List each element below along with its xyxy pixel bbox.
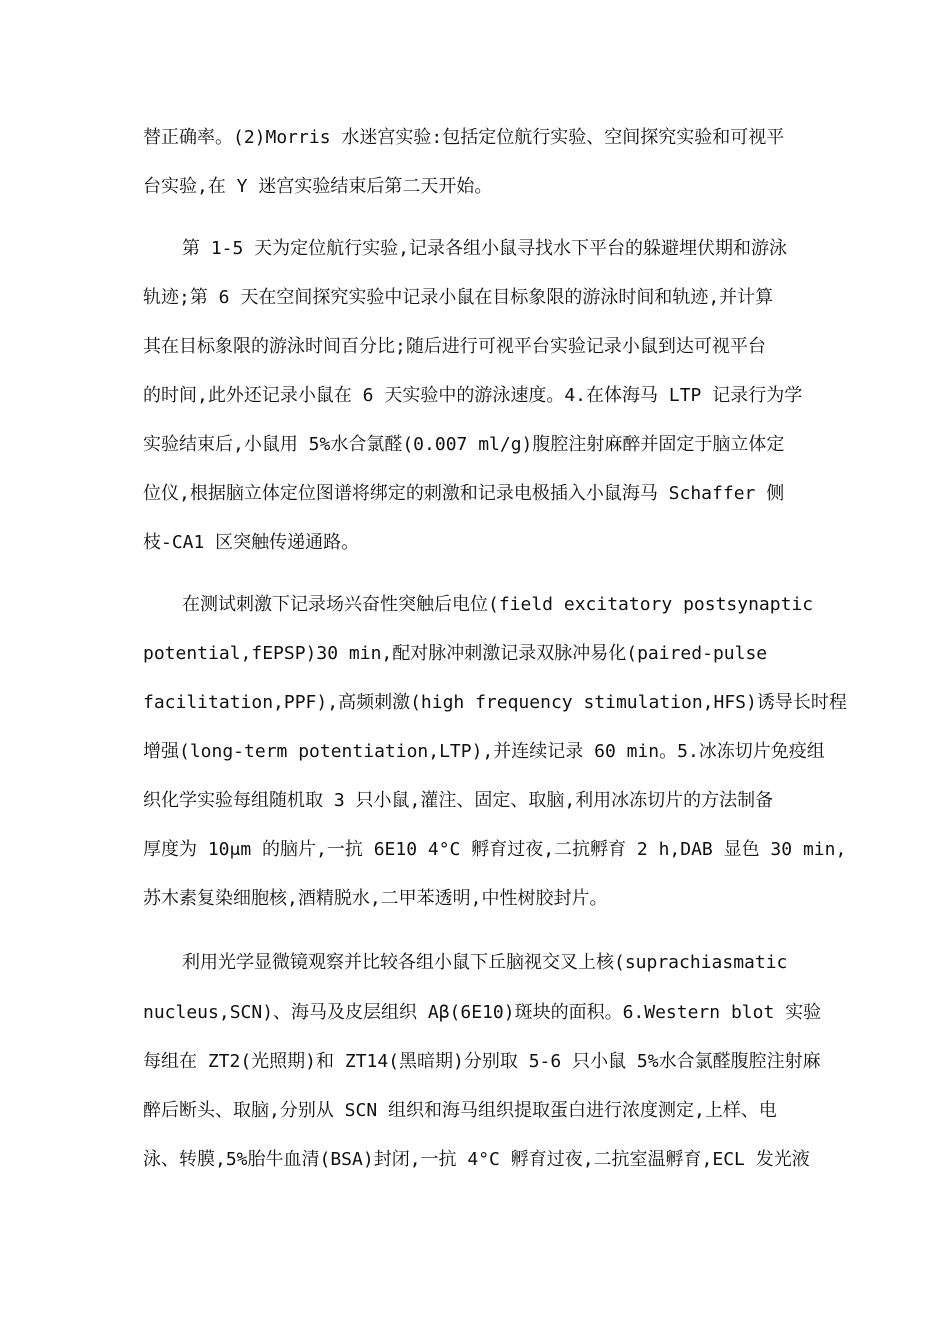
paragraph-3-line-3: facilitation,PPF),高频刺激(high frequency stimulation,HFS)诱导长时程 [143, 692, 847, 713]
paragraph-3-line-2: potential,fEPSP)30 min,配对脉冲刺激记录双脉冲易化(paired-pulse [143, 643, 768, 664]
paragraph-3-line-6: 厚度为 10μm 的脑片,一抗 6E10 4°C 孵育过夜,二抗孵育 2 h,DAB 显色 30 min, [143, 839, 847, 860]
paragraph-2-line-5: 实验结束后,小鼠用 5%水合氯醛(0.007 ml/g)腹腔注射麻醉并固定于脑立体定 [143, 434, 785, 455]
paragraph-2-line-1: 第 1-5 天为定位航行实验,记录各组小鼠寻找水下平台的躲避埋伏期和游泳 [182, 238, 788, 259]
paragraph-2-line-4: 的时间,此外还记录小鼠在 6 天实验中的游泳速度。4.在体海马 LTP 记录行为学 [143, 385, 803, 406]
paragraph-4-line-3: 每组在 ZT2(光照期)和 ZT14(黑暗期)分别取 5-6 只小鼠 5%水合氯醛腹腔注射麻 [143, 1051, 821, 1072]
paragraph-4-line-2: nucleus,SCN)、海马及皮层组织 Aβ(6E10)斑块的面积。6.Western blot 实验 [143, 1002, 822, 1023]
paragraph-2-line-6: 位仪,根据脑立体定位图谱将绑定的刺激和记录电极插入小鼠海马 Schaffer 侧 [143, 483, 785, 504]
paragraph-2-line-2: 轨迹;第 6 天在空间探究实验中记录小鼠在目标象限的游泳时间和轨迹,并计算 [143, 287, 774, 308]
paragraph-2-line-7: 枝-CA1 区突触传递通路。 [143, 532, 360, 553]
paragraph-4-line-1: 利用光学显微镜观察并比较各组小鼠下丘脑视交叉上核(suprachiasmatic [182, 952, 788, 973]
paragraph-3-line-7: 苏木素复染细胞核,酒精脱水,二甲苯透明,中性树胶封片。 [143, 888, 608, 909]
paragraph-2-line-3: 其在目标象限的游泳时间百分比;随后进行可视平台实验记录小鼠到达可视平台 [143, 336, 766, 357]
paragraph-3-line-5: 织化学实验每组随机取 3 只小鼠,灌注、固定、取脑,利用冰冻切片的方法制备 [143, 790, 774, 811]
paragraph-4-line-4: 醉后断头、取脑,分别从 SCN 组织和海马组织提取蛋白进行浓度测定,上样、电 [143, 1100, 777, 1121]
paragraph-1-line-2: 台实验,在 Y 迷宫实验结束后第二天开始。 [143, 176, 493, 197]
paragraph-3-line-4: 增强(long-term potentiation,LTP),并连续记录 60 min。5.冰冻切片免疫组 [143, 741, 825, 762]
paragraph-3-line-1: 在测试刺激下记录场兴奋性突触后电位(field excitatory postsynaptic [182, 594, 814, 615]
paragraph-1-line-1: 替正确率。(2)Morris 水迷宫实验:包括定位航行实验、空间探究实验和可视平 [143, 127, 785, 148]
paragraph-4-line-5: 泳、转膜,5%胎牛血清(BSA)封闭,一抗 4°C 孵育过夜,二抗室温孵育,ECL 发光液 [143, 1149, 810, 1170]
